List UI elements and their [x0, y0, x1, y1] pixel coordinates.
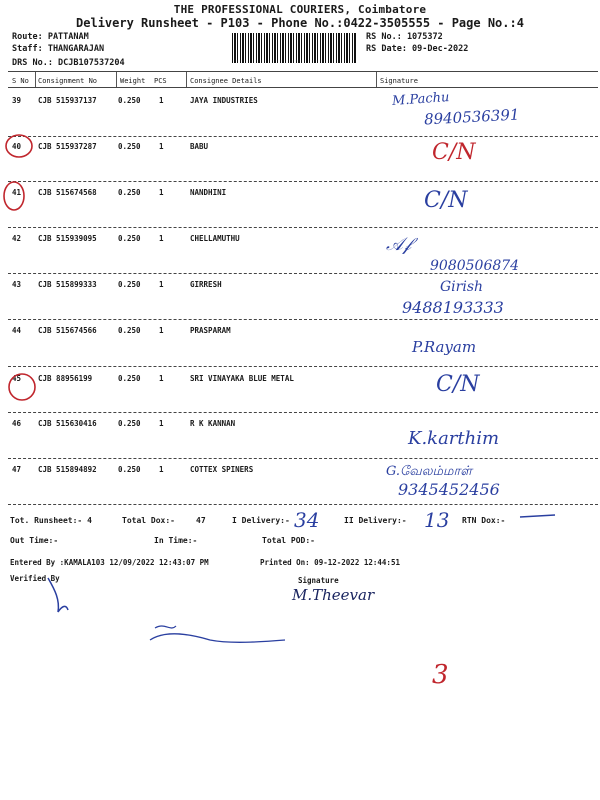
col-consignee: Consignee Details: [190, 77, 262, 85]
circle-45: [9, 374, 35, 400]
col-signature: Signature: [380, 77, 418, 85]
handwritten-signature-39-name: M.Pachu: [391, 90, 450, 109]
in-time: In Time:-: [154, 536, 198, 545]
col-pcs: PCS: [154, 77, 167, 85]
total-pod: Total POD:-: [262, 536, 315, 545]
row-sno: 40: [12, 142, 22, 151]
row-consignment: CJB 515894892: [38, 465, 97, 474]
circle-41: [4, 182, 24, 210]
row-pcs: 1: [159, 96, 164, 105]
row-weight: 0.250: [118, 326, 141, 335]
row-sno: 47: [12, 465, 22, 474]
staff: Staff: THANGARAJAN: [12, 44, 105, 54]
col-weight: Weight: [120, 77, 146, 85]
i-delivery-label: I Delivery:-: [232, 516, 290, 525]
ii-delivery-value: 13: [424, 508, 450, 532]
row-consignment: CJB 88956199: [38, 374, 93, 383]
handwritten-signature-42-mark: 𝒜𝒻: [386, 234, 412, 255]
row-pcs: 1: [159, 374, 164, 383]
row-consignee: BABU: [190, 142, 209, 151]
row-sno: 42: [12, 234, 22, 243]
printed-on: Printed On: 09-12-2022 12:44:51: [260, 558, 400, 567]
circle-40: [6, 135, 32, 157]
handwritten-signature-43-name: Girish: [440, 279, 484, 295]
handwritten-signature-42-phone: 9080506874: [430, 258, 520, 274]
row-consignee: CHELLAMUTHU: [190, 234, 240, 243]
handwritten-signature-46: K.karthim: [408, 428, 500, 449]
handwritten-signature-44: P.Rayam: [412, 338, 477, 356]
row-weight: 0.250: [118, 280, 141, 289]
ii-delivery-label: II Delivery:-: [344, 516, 407, 525]
handwritten-signature-39-phone: 8940536391: [423, 105, 520, 129]
i-delivery-value: 34: [294, 508, 320, 532]
row-weight: 0.250: [118, 142, 141, 151]
company-title: THE PROFESSIONAL COURIERS, Coimbatore: [173, 3, 427, 16]
runsheet-title: Delivery Runsheet - P103 - Phone No.:0422-3505555 - Page No.:4: [76, 16, 524, 30]
drs-number: DRS No.: DCJB107537204: [12, 58, 125, 68]
row-consignee: NANDHINI: [190, 188, 227, 197]
row-pcs: 1: [159, 234, 164, 243]
row-pcs: 1: [159, 188, 164, 197]
tot-runsheet: Tot. Runsheet:- 4: [10, 516, 92, 525]
rtn-dox-label: RTN Dox:-: [462, 516, 506, 525]
total-dox-value: 47: [196, 516, 206, 525]
row-consignment: CJB 515674568: [38, 188, 97, 197]
row-consignee: GIRRESH: [190, 280, 222, 289]
row-consignee: R K KANNAN: [190, 419, 236, 428]
verified-by: Verified By: [10, 574, 60, 583]
row-consignee: JAYA INDUSTRIES: [190, 96, 258, 105]
row-pcs: 1: [159, 326, 164, 335]
handwritten-signature-47-phone: 9345452456: [398, 480, 500, 499]
row-sno: 43: [12, 280, 22, 289]
row-pcs: 1: [159, 142, 164, 151]
col-consignment: Consignment No: [38, 77, 98, 85]
handwritten-signature-47-name: G.வேலம்மாள்: [386, 464, 472, 479]
row-consignment: CJB 515630416: [38, 419, 97, 428]
row-consignee: COTTEX SPINERS: [190, 465, 254, 474]
route: Route: PATTANAM: [12, 32, 89, 42]
row-weight: 0.250: [118, 234, 141, 243]
row-sno: 46: [12, 419, 22, 428]
handwritten-cn-45: C/N: [436, 372, 480, 397]
row-consignee: SRI VINAYAKA BLUE METAL: [190, 374, 294, 383]
row-weight: 0.250: [118, 465, 141, 474]
row-pcs: 1: [159, 280, 164, 289]
handwritten-cn-41: C/N: [424, 188, 468, 213]
rs-number: RS No.: 1075372: [366, 32, 443, 42]
row-consignment: CJB 515937287: [38, 142, 97, 151]
row-consignment: CJB 515899333: [38, 280, 97, 289]
row-consignee: PRASPARAM: [190, 326, 231, 335]
signature-label: Signature: [298, 576, 339, 585]
entered-by: Entered By :KAMALA103 12/09/2022 12:43:07 PM: [10, 558, 209, 567]
row-sno: 45: [12, 374, 22, 383]
row-sno: 44: [12, 326, 22, 335]
page-mark: 3: [432, 660, 449, 690]
row-weight: 0.250: [118, 374, 141, 383]
row-consignment: CJB 515937137: [38, 96, 97, 105]
row-weight: 0.250: [118, 419, 141, 428]
col-sno: S No: [12, 77, 29, 85]
out-time: Out Time:-: [10, 536, 59, 545]
row-pcs: 1: [159, 419, 164, 428]
staff-signature: M.Theevar: [292, 586, 375, 604]
row-sno: 39: [12, 96, 22, 105]
row-weight: 0.250: [118, 188, 141, 197]
row-pcs: 1: [159, 465, 164, 474]
row-consignment: CJB 515939095: [38, 234, 97, 243]
rs-date: RS Date: 09-Dec-2022: [366, 44, 469, 54]
total-dox-label: Total Dox:-: [122, 516, 175, 525]
handwritten-cn-40: C/N: [432, 140, 476, 165]
handwritten-signature-43-phone: 9488193333: [402, 298, 504, 317]
row-sno: 41: [12, 188, 22, 197]
row-weight: 0.250: [118, 96, 141, 105]
row-consignment: CJB 515674566: [38, 326, 97, 335]
